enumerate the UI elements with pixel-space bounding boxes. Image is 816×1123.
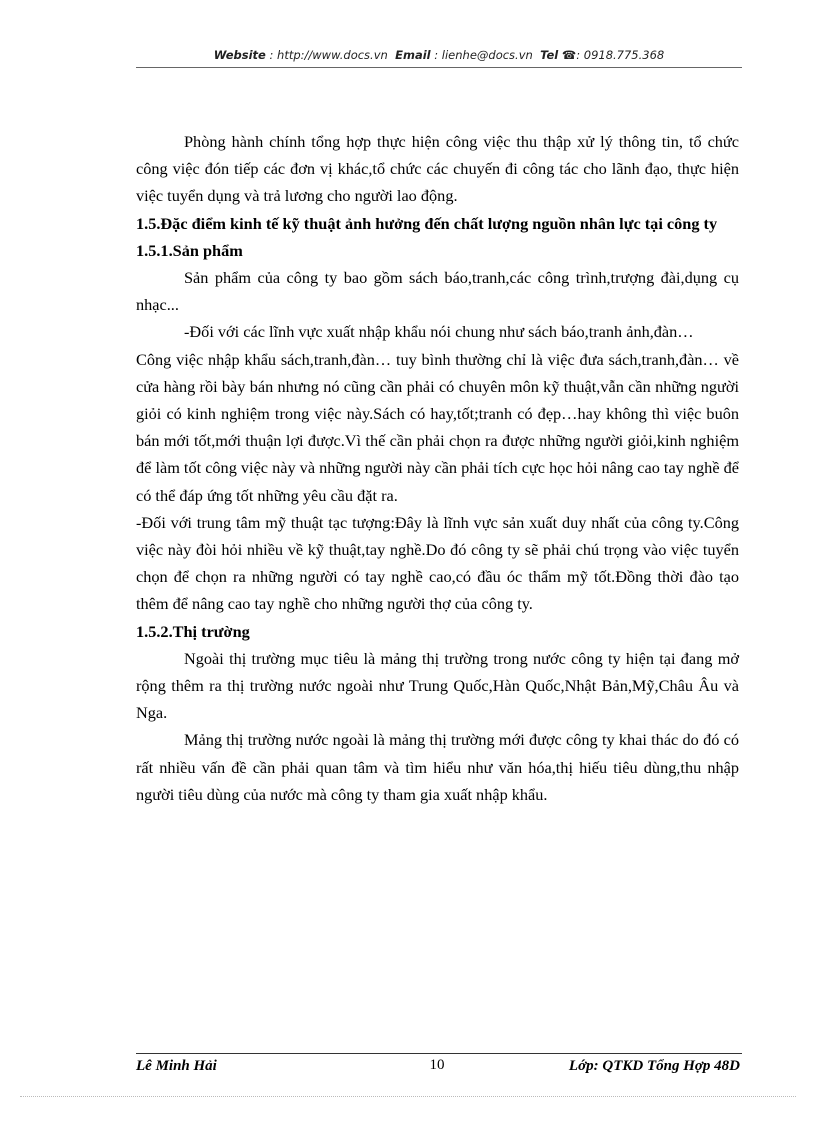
paragraph-hr-department: Phòng hành chính tổng hợp thực hiện công việc thu thập xử lý thông tin, tổ chức công việc đón tiếp các đơn vị khác,tổ chức các chuyến đi công tác cho lãnh đạo, thực hiện việc tuyển dụng và trả lương cho người lao động. [136, 132, 739, 206]
section-heading-1-5-2: 1.5.2.Thị trường [136, 621, 250, 641]
paragraph-products: Sản phẩm của công ty bao gồm sách báo,tranh,các công trình,trượng đài,dụng cụ nhạc... [136, 268, 739, 315]
paragraph-sculpture-center: -Đối với trung tâm mỹ thuật tạc tượng:Đây là lĩnh vực sản xuất duy nhất của công ty.Công việc này đòi hỏi nhiều về kỹ thuật,tay nghề.Do đó công ty sẽ phải chú trọng vào việc tuyển chọn để chọn ra những người có tay nghề cao,có đầu óc thẩm mỹ tốt.Đồng thời đào tạo thêm để nâng cao tay nghề cho những người thợ của công ty. [136, 512, 739, 614]
paragraph-foreign-market: Mảng thị trường nước ngoài là mảng thị trường mới được công ty khai thác do đó có rất nhiều vấn đề cần phải quan tâm và tìm hiểu như văn hóa,thị hiếu tiêu dùng,thu nhập người tiêu dùng của nước mà công ty tham gia xuất nhập khẩu. [136, 730, 739, 804]
footer-author: Lê Minh Hải [136, 1058, 217, 1074]
header-rule [136, 67, 742, 68]
footer-class: Lớp: QTKD Tổng Hợp 48D [568, 1058, 740, 1074]
paragraph-target-market: Ngoài thị trường mục tiêu là mảng thị trường trong nước công ty hiện tại đang mở rộng thêm ra thị trường nước ngoài như Trung Quốc,Hàn Quốc,Nhật Bản,Mỹ,Châu Âu và Nga. [136, 648, 739, 723]
footer-rule [136, 1053, 742, 1054]
website-value: : http://www.docs.vn [269, 48, 388, 62]
document-body [136, 128, 739, 808]
email-label: Email [395, 48, 431, 62]
page-bottom-divider [20, 1096, 796, 1097]
website-label: Website [213, 48, 266, 62]
section-heading-1-5-1: 1.5.1.Sản phẩm [136, 240, 243, 260]
page-header [136, 48, 742, 64]
tel-label: Tel [540, 48, 559, 62]
section-heading-1-5: 1.5.Đặc điểm kinh tế kỹ thuật ảnh hưởng đến chất lượng nguồn nhân lực tại công ty [136, 213, 718, 233]
paragraph-import-work: Công việc nhập khẩu sách,tranh,đàn… tuy bình thường chỉ là việc đưa sách,tranh,đàn… về cửa hàng rồi bày bán nhưng nó cũng cần phải có chuyên môn kỹ thuật,vẫn cần những người giỏi có kinh nghiệm trong việc này.Sách có hay,tốt;tranh có đẹp…hay không thì việc buôn bán mới tốt,mới thuận lợi được.Vì thế cần phải chọn ra được những người giỏi,kinh nghiệm để làm tốt công việc này và những người này cần phải tích cực học hỏi nâng cao tay nghề để có thể đáp ứng tốt những yêu cầu đặt ra. [136, 349, 739, 505]
tel-value: : 0918.775.368 [576, 48, 665, 62]
email-value: : lienhe@docs.vn [434, 48, 533, 62]
paragraph-import-export: -Đối với các lĩnh vực xuất nhập khẩu nói chung như sách báo,tranh ảnh,đàn… [184, 322, 694, 342]
page-number: 10 [429, 1057, 445, 1073]
phone-icon: ☎ [561, 48, 577, 62]
